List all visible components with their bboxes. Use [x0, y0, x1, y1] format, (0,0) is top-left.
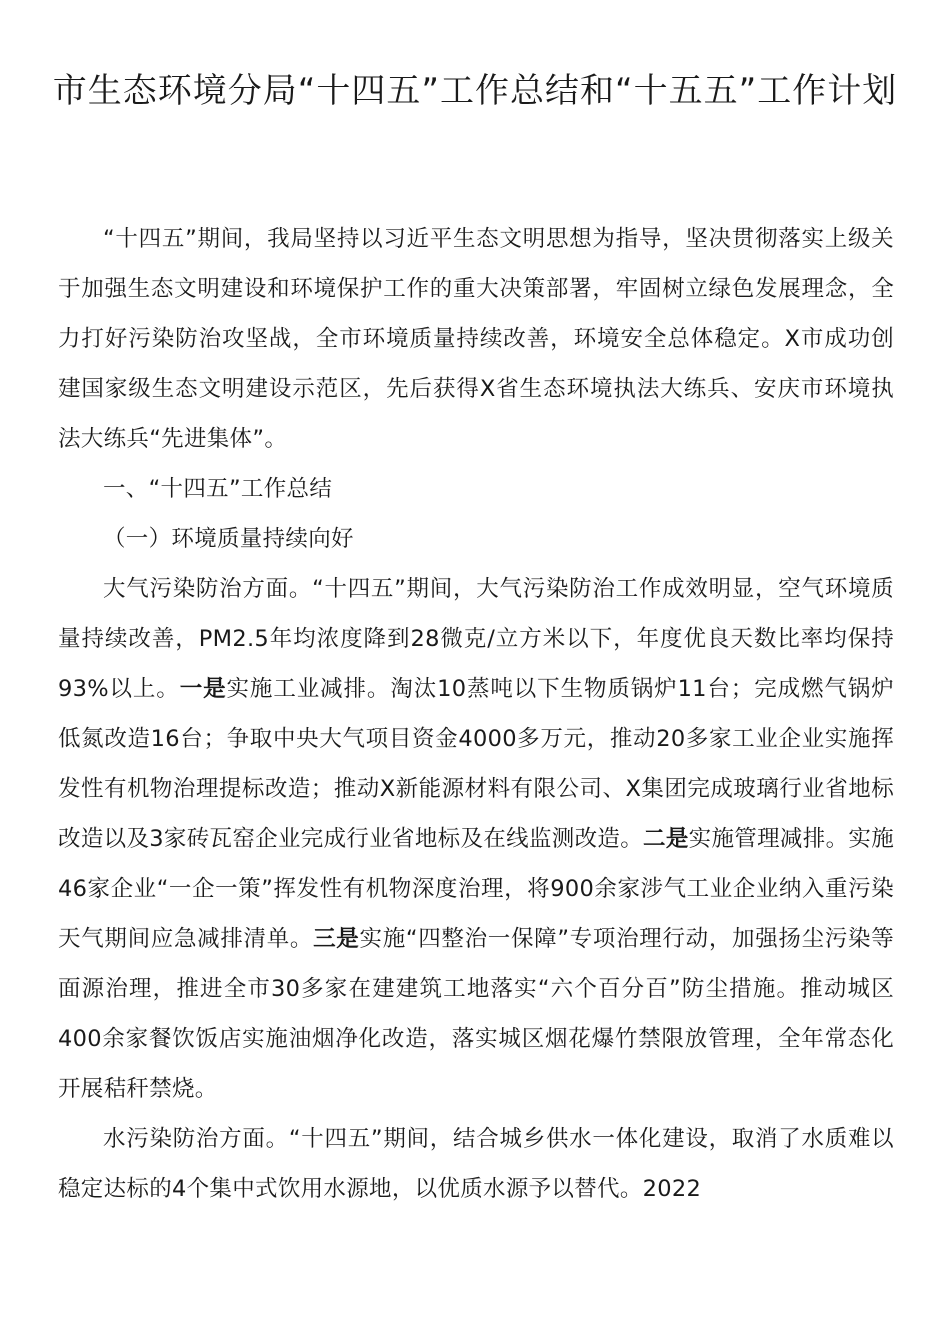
item-text-1: 实施工业减排。淘汰10蒸吨以下生物质锅炉11台；完成燃气锅炉低氮改造16台；争取中央大气项目资金4000多万元，推动20多家工业企业实施挥发性有机物治理提标改造；推动X新能源材料有限公司、X集团完成玻璃行业省地标改造以及3家砖瓦窑企业完成行业省地标及在线监测改造。: [58, 676, 895, 852]
item-text-3: 实施“四整治一保障”专项治理行动，加强扬尘污染等面源治理，推进全市30多家在建建筑工地落实“六个百分百”防尘措施。推动城区400余家餐饮饭店实施油烟净化改造，落实城区烟花爆竹禁限放管理，全年常态化开展秸秆禁烧。: [58, 926, 894, 1102]
section-heading: 一、“十四五”工作总结: [103, 476, 333, 502]
water-pollution-paragraph: 水污染防治方面。“十四五”期间，结合城乡供水一体化建设，取消了水质难以稳定达标的4个集中式饮用水源地，以优质水源予以替代。2022: [58, 1126, 894, 1202]
document-title: 市生态环境分局“十四五”工作总结和“十五五”工作计划: [52, 71, 898, 111]
item-text-2: 实施管理减排。实施46家企业“一企一策”挥发性有机物深度治理，将900余家涉气工业企业纳入重污染天气期间应急减排清单。: [58, 826, 894, 952]
item-label-3: 三是: [313, 926, 360, 952]
intro-paragraph: “十四五”期间，我局坚持以习近平生态文明思想为指导，坚决贯彻落实上级关于加强生态文明建设和环境保护工作的重大决策部署，牢固树立绿色发展理念，全力打好污染防治攻坚战，全市环境质量持续改善，环境安全总体稳定。X市成功创建国家级生态文明建设示范区，先后获得X省生态环境执法大练兵、安庆市环境执法大练兵“先进集体”。: [58, 226, 894, 452]
document-body: [58, 214, 894, 1214]
subsection-heading: （一）环境质量持续向好: [103, 526, 354, 552]
item-label-2: 二是: [643, 826, 689, 852]
item-label-1: 一是: [179, 676, 227, 702]
air-pollution-paragraph: [58, 564, 894, 1114]
air-intro-text: 大气污染防治方面。“十四五”期间，大气污染防治工作成效明显，空气环境质量持续改善，PM2.5年均浓度降到28微克/立方米以下，年度优良天数比率均保持93%以上。: [58, 576, 894, 702]
